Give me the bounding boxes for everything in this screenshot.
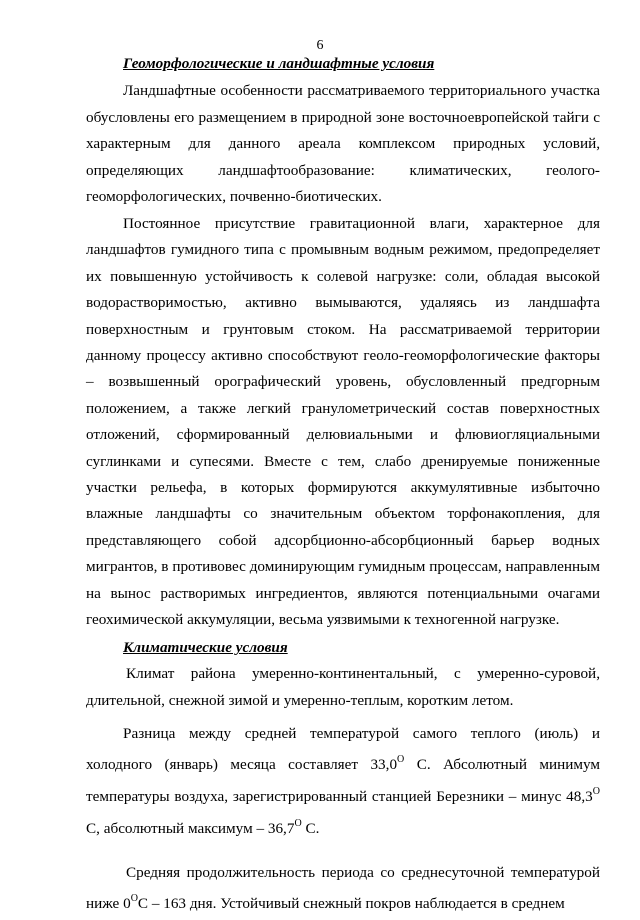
page-number: 6: [316, 38, 324, 53]
frost-text-part-1: Средняя продолжительность периода со среднесуточной температурой ниже 0: [86, 863, 600, 913]
degree-mark: О: [592, 786, 600, 798]
section-heading-climate: Климатические условия: [123, 639, 288, 657]
temperature-text-part-1: Разница между средней температурой самого теплого (июль) и холодного (январь) месяца составляет 33,0: [86, 724, 600, 774]
degree-mark: О: [294, 818, 302, 830]
paragraph-gravitational-moisture: Постоянное присутствие гравитационной влаги, характерное для ландшафтов гумидного типа с промывным водным режимом, предопределяет их повышенную устойчивость к солевой нагрузке: соли, обладая высокой водорастворимостью, активно вымываются, удаляясь из ландшафта поверхностным и грунтовым стоком. На рассматриваемой территории данному процессу активно способствуют геоло-геоморфологические факторы – возвышенный орографический уровень, обусловленный предгорным положением, а также легкий гранулометрический состав поверхностных отложений, сформированный делювиальными и флювиогляциальными суглинками и супесями. Вместе с тем, слабо дренируемые пониженные участки рельефа, в которых формируются аккумулятивные избыточно влажные ландшафты со значительным объектом торфонакопления, для представляющего собой адсорбционно-абсорбционный барьер водных мигрантов, в противовес доминирующим гумидным процессам, направленным на вынос растворимых ингредиентов, являются потенциальными очагами геохимической аккумуляции, весьма уязвимыми к техногенной нагрузке.: [86, 214, 600, 629]
temperature-text-part-2: С. Абсолютный минимум температуры воздуха, зарегистрированный станцией Березники – минус 48,3: [86, 756, 600, 806]
temperature-text-part-3: С, абсолютный максимум – 36,7: [86, 820, 295, 838]
paragraph-frost-period: [86, 857, 600, 920]
temperature-text-part-4: С.: [301, 820, 320, 838]
document-body: [86, 54, 600, 920]
paragraph-landscape-features: Ландшафтные особенности рассматриваемого территориального участка обусловлены его размещением в природной зоне восточноевропейской тайги с характерным для данного ареала комплексом природных условий, определяющих ландшафтообразование: климатических, геолого-геоморфологических, почвенно-биотических.: [86, 82, 600, 206]
paragraph-temperature-range: [86, 718, 600, 845]
degree-mark: О: [130, 893, 138, 905]
section-heading-geomorphology: Геоморфологические и ландшафтные условия: [123, 55, 435, 72]
paragraph-climate-type: Климат района умеренно-континентальный, с умеренно-суровой, длительной, снежной зимой и умеренно-теплым, коротким летом.: [86, 665, 600, 710]
degree-mark: О: [397, 754, 405, 766]
frost-text-part-2: С – 163 дня. Устойчивый снежный покров наблюдается в среднем: [137, 895, 565, 913]
